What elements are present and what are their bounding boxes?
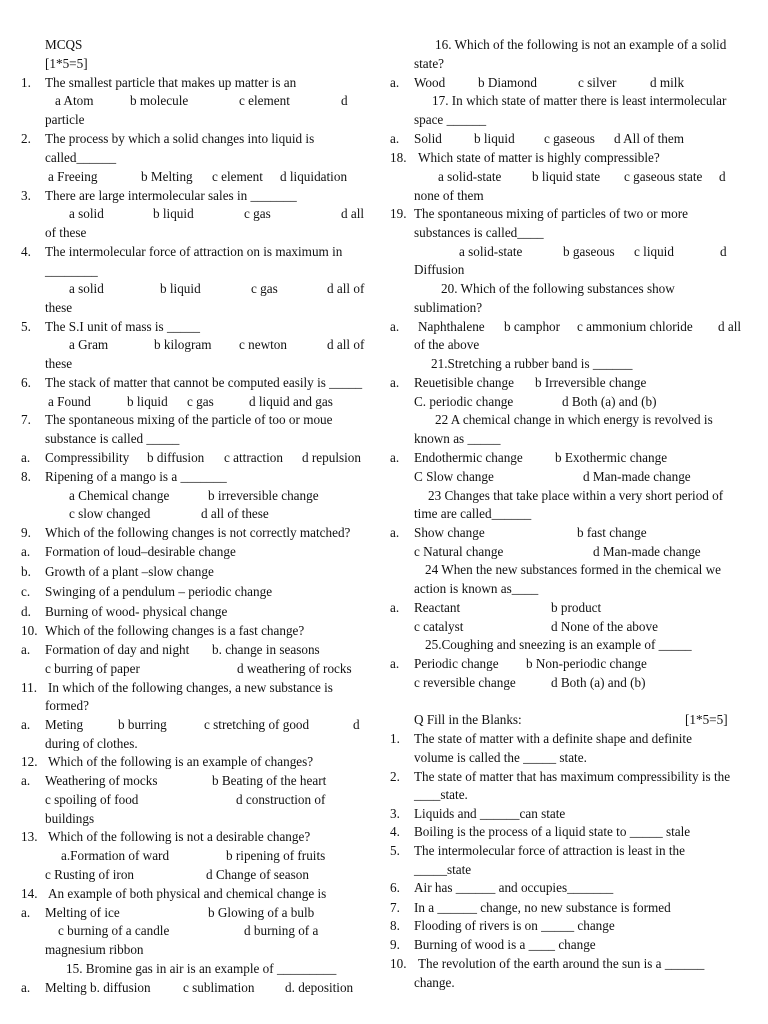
q25-option-a: Periodic change	[414, 656, 499, 671]
fill-item-text: Boiling is the process of a liquid state to _____ stale	[414, 824, 691, 839]
q7-number: 7.	[21, 412, 31, 427]
q8-number: 8.	[21, 469, 31, 484]
q12-number: 12.	[21, 754, 38, 769]
q14-option-a-label: a.	[21, 905, 31, 920]
q15-option-c: c sublimation	[183, 980, 255, 995]
fill-item-number: 6.	[390, 880, 400, 895]
q17-option-b: b liquid	[474, 131, 515, 146]
q20-option-a-label: a.	[390, 319, 400, 334]
q1-option-c: c element	[239, 93, 290, 108]
q19-text: The spontaneous mixing of particles of two or more	[414, 206, 688, 221]
q12-option-a-label: a.	[21, 773, 31, 788]
q13-option-d: d Change of season	[206, 867, 309, 882]
q15-option-a: Melting b. diffusion	[45, 980, 151, 995]
fill-blanks-marks: [1*5=5]	[685, 712, 728, 727]
q8-option-a: a Chemical change	[69, 488, 170, 503]
q5-continuation: these	[45, 356, 73, 371]
q19-option-c: c liquid	[634, 244, 674, 259]
q13-option-c: c Rusting of iron	[45, 867, 135, 882]
q3-option-a: a solid	[69, 206, 104, 221]
q10-text: Which of the following changes is a fast change?	[45, 623, 305, 638]
fill-item-text: Air has ______ and occupies_______	[414, 880, 614, 895]
q16-continuation: state?	[414, 56, 445, 71]
q24-option-d: d None of the above	[551, 619, 658, 634]
q24-option-a-label: a.	[390, 600, 400, 615]
q19-continuation-2: Diffusion	[414, 262, 465, 277]
q17-option-a-label: a.	[390, 131, 400, 146]
q2-option-a: a Freeing	[48, 169, 98, 184]
q1-number: 1.	[21, 75, 31, 90]
fill-item-number: 7.	[390, 900, 400, 915]
q9-option-b: Growth of a plant –slow change	[45, 564, 214, 579]
fill-item-text: Burning of wood is a ____ change	[414, 937, 596, 952]
q4-option-a: a solid	[69, 281, 104, 296]
q11-continuation: formed?	[45, 698, 89, 713]
q22-continuation: known as _____	[414, 431, 501, 446]
q9-option-a: Formation of loud–desirable change	[45, 544, 236, 559]
q10-option-a: Formation of day and night	[45, 642, 190, 657]
q10-option-a-label: a.	[21, 642, 31, 657]
q4-number: 4.	[21, 244, 31, 259]
fill-item-text: The intermolecular force of attraction is least in the	[414, 843, 685, 858]
q2-text: The process by which a solid changes into liquid is	[45, 131, 315, 146]
q16-option-b: b Diamond	[478, 75, 537, 90]
section-heading-mcqs: MCQS	[45, 37, 83, 52]
q3-option-d: d all	[341, 206, 365, 221]
q15-text: 15. Bromine gas in air is an example of _________	[66, 961, 337, 976]
q9-option-a-label: a.	[21, 544, 31, 559]
q20-continuation-2: of the above	[414, 337, 480, 352]
q13-text: Which of the following is not a desirable change?	[48, 829, 311, 844]
q7-option-d: d repulsion	[302, 450, 361, 465]
q14-option-d: d burning of a	[244, 923, 319, 938]
fill-item-text: The state of matter with a definite shape and definite	[414, 731, 692, 746]
q15-option-d: d. deposition	[285, 980, 354, 995]
q11-number: 11.	[21, 680, 37, 695]
fill-item-text: The revolution of the earth around the sun is a ______	[418, 956, 705, 971]
q25-option-c: c reversible change	[414, 675, 516, 690]
q23-option-c: c Natural change	[414, 544, 504, 559]
q20-option-b: b camphor	[504, 319, 561, 334]
q23-option-b: b fast change	[577, 525, 647, 540]
q16-option-c: c silver	[578, 75, 617, 90]
q12-option-d: d construction of	[236, 792, 326, 807]
fill-item-number: 10.	[390, 956, 407, 971]
q20-text: 20. Which of the following substances show	[441, 281, 675, 296]
fill-item-text: The state of matter that has maximum compressibility is the	[414, 769, 731, 784]
q13-option-a: a.Formation of ward	[61, 848, 170, 863]
q10-option-c: c burring of paper	[45, 661, 140, 676]
q2-option-c: c element	[212, 169, 263, 184]
q11-option-b: b burring	[118, 717, 167, 732]
q9-option-b-label: b.	[21, 564, 31, 579]
q3-continuation: of these	[45, 225, 87, 240]
fill-item-text: Liquids and ______can state	[414, 806, 566, 821]
q14-option-a: Melting of ice	[45, 905, 120, 920]
q10-option-d: d weathering of rocks	[237, 661, 352, 676]
q4-option-d: d all of	[327, 281, 365, 296]
q11-option-c: c stretching of good	[204, 717, 310, 732]
q22-option-d: d Man-made change	[583, 469, 691, 484]
fill-item-continuation: _____state	[414, 862, 472, 877]
q7-text: The spontaneous mixing of the particle of too or moue	[45, 412, 333, 427]
q4-option-c: c gas	[251, 281, 278, 296]
q5-number: 5.	[21, 319, 31, 334]
q25-text: 25.Coughing and sneezing is an example of _____	[425, 637, 692, 652]
q20-option-a: Naphthalene	[418, 319, 485, 334]
q1-continuation: particle	[45, 112, 85, 127]
q6-option-b: b liquid	[127, 394, 168, 409]
q6-option-c: c gas	[187, 394, 214, 409]
q5-option-d: d all of	[327, 337, 365, 352]
q7-option-b: b diffusion	[147, 450, 205, 465]
q14-option-b: b Glowing of a bulb	[208, 905, 315, 920]
q23-continuation: time are called______	[414, 506, 532, 521]
q12-option-c: c spoiling of food	[45, 792, 139, 807]
q9-number: 9.	[21, 525, 31, 540]
q18-option-b: b liquid state	[532, 169, 601, 184]
q4-continuation: ________	[45, 263, 98, 278]
q11-option-a-label: a.	[21, 717, 31, 732]
q22-option-c: C Slow change	[414, 469, 494, 484]
q8-option-d: d all of these	[201, 506, 269, 521]
q25-option-a-label: a.	[390, 656, 400, 671]
q20-continuation: sublimation?	[414, 300, 483, 315]
q12-continuation: buildings	[45, 811, 95, 826]
q17-option-c: c gaseous	[544, 131, 595, 146]
q15-option-a-label: a.	[21, 980, 31, 995]
q25-option-b: b Non-periodic change	[526, 656, 647, 671]
q19-option-a: a solid-state	[459, 244, 523, 259]
q9-text: Which of the following changes is not correctly matched?	[45, 525, 351, 540]
q22-option-a: Endothermic change	[414, 450, 523, 465]
fill-item-continuation: ____state.	[414, 787, 468, 802]
q4-text: The intermolecular force of attraction on is maximum in	[45, 244, 343, 259]
q23-option-a-label: a.	[390, 525, 400, 540]
q2-option-b: b Melting	[141, 169, 193, 184]
q1-option-b: b molecule	[130, 93, 189, 108]
q12-text: Which of the following is an example of changes?	[48, 754, 314, 769]
q16-option-a: Wood	[414, 75, 446, 90]
q6-option-d: d liquid and gas	[249, 394, 333, 409]
q13-option-b: b ripening of fruits	[226, 848, 326, 863]
q14-number: 14.	[21, 886, 38, 901]
q8-option-c: c slow changed	[69, 506, 151, 521]
q13-number: 13.	[21, 829, 38, 844]
q21-option-b: b Irreversible change	[535, 375, 647, 390]
q14-option-c: c burning of a candle	[58, 923, 170, 938]
q9-option-c: Swinging of a pendulum – periodic change	[45, 584, 273, 599]
q24-option-b: b product	[551, 600, 602, 615]
q24-text: 24 When the new substances formed in the chemical we	[425, 562, 722, 577]
q14-continuation: magnesium ribbon	[45, 942, 144, 957]
q21-option-a: Reuetisible change	[414, 375, 514, 390]
q16-text: 16. Which of the following is not an example of a solid	[435, 37, 727, 52]
q4-option-b: b liquid	[160, 281, 201, 296]
q5-option-c: c newton	[239, 337, 287, 352]
fill-item-text: Flooding of rivers is on _____ change	[414, 918, 615, 933]
q21-option-a-label: a.	[390, 375, 400, 390]
q21-option-c: C. periodic change	[414, 394, 514, 409]
q1-text: The smallest particle that makes up matter is an	[45, 75, 297, 90]
q17-option-d: d All of them	[614, 131, 684, 146]
q5-option-a: a Gram	[69, 337, 109, 352]
fill-item-number: 8.	[390, 918, 400, 933]
q20-option-c: c ammonium chloride	[577, 319, 693, 334]
q7-continuation: substance is called _____	[45, 431, 180, 446]
q5-option-b: b kilogram	[154, 337, 212, 352]
q3-option-c: c gas	[244, 206, 271, 221]
q25-option-d: d Both (a) and (b)	[551, 675, 646, 690]
q1-option-a: a Atom	[55, 93, 94, 108]
q22-text: 22 A chemical change in which energy is revolved is	[435, 412, 713, 427]
q21-text: 21.Stretching a rubber band is ______	[431, 356, 633, 371]
q6-text: The stack of matter that cannot be computed easily is _____	[45, 375, 363, 390]
q22-option-a-label: a.	[390, 450, 400, 465]
q11-text: In which of the following changes, a new substance is	[48, 680, 333, 695]
q6-option-a: a Found	[48, 394, 91, 409]
q19-number: 19.	[390, 206, 407, 221]
q10-option-b: b. change in seasons	[212, 642, 320, 657]
q24-option-c: c catalyst	[414, 619, 464, 634]
q19-option-d: d	[720, 244, 727, 259]
q16-option-a-label: a.	[390, 75, 400, 90]
q16-option-d: d milk	[650, 75, 685, 90]
fill-item-number: 2.	[390, 769, 400, 784]
q2-option-d: d liquidation	[280, 169, 348, 184]
q19-continuation: substances is called____	[414, 225, 544, 240]
q3-text: There are large intermolecular sales in _______	[45, 188, 297, 203]
q6-number: 6.	[21, 375, 31, 390]
q11-continuation-2: during of clothes.	[45, 736, 138, 751]
q18-option-a: a solid-state	[438, 169, 502, 184]
q12-option-b: b Beating of the heart	[212, 773, 327, 788]
q8-text: Ripening of a mango is a _______	[45, 469, 227, 484]
q9-option-d-label: d.	[21, 604, 31, 619]
q24-continuation: action is known as____	[414, 581, 539, 596]
q17-continuation: space ______	[414, 112, 487, 127]
q18-text: Which state of matter is highly compressible?	[418, 150, 660, 165]
q7-option-label: a.	[21, 450, 31, 465]
q9-option-c-label: c.	[21, 584, 31, 599]
q7-option-c: c attraction	[224, 450, 283, 465]
q18-number: 18.	[390, 150, 407, 165]
q21-option-d: d Both (a) and (b)	[562, 394, 657, 409]
marks-label: [1*5=5]	[45, 56, 88, 71]
q2-continuation: called______	[45, 150, 117, 165]
fill-item-number: 1.	[390, 731, 400, 746]
fill-blanks-heading: Q Fill in the Blanks:	[414, 712, 522, 727]
q12-option-a: Weathering of mocks	[45, 773, 158, 788]
q7-option-a: Compressibility	[45, 450, 130, 465]
q23-option-a: Show change	[414, 525, 485, 540]
q3-number: 3.	[21, 188, 31, 203]
q4-continuation-2: these	[45, 300, 73, 315]
q18-option-c: c gaseous state	[624, 169, 703, 184]
fill-item-number: 3.	[390, 806, 400, 821]
q14-text: An example of both physical and chemical change is	[48, 886, 327, 901]
q5-text: The S.I unit of mass is _____	[45, 319, 200, 334]
fill-item-text: In a ______ change, no new substance is formed	[414, 900, 671, 915]
q20-option-d: d all	[718, 319, 742, 334]
q17-option-a: Solid	[414, 131, 442, 146]
fill-item-number: 4.	[390, 824, 400, 839]
q19-option-b: b gaseous	[563, 244, 615, 259]
q11-option-d: d	[353, 717, 360, 732]
q24-option-a: Reactant	[414, 600, 461, 615]
fill-item-number: 5.	[390, 843, 400, 858]
q18-continuation: none of them	[414, 188, 484, 203]
q22-option-b: b Exothermic change	[555, 450, 668, 465]
q23-text: 23 Changes that take place within a very short period of	[428, 488, 724, 503]
q8-option-b: b irreversible change	[208, 488, 319, 503]
q9-option-d: Burning of wood- physical change	[45, 604, 228, 619]
q17-text: 17. In which state of matter there is least intermolecular	[432, 93, 727, 108]
q3-option-b: b liquid	[153, 206, 194, 221]
q10-number: 10.	[21, 623, 38, 638]
fill-item-continuation: volume is called the _____ state.	[414, 750, 587, 765]
q2-number: 2.	[21, 131, 31, 146]
q23-option-d: d Man-made change	[593, 544, 701, 559]
fill-item-continuation: change.	[414, 975, 455, 990]
q11-option-a: Meting	[45, 717, 84, 732]
q18-option-d: d	[719, 169, 726, 184]
q1-option-d: d	[341, 93, 348, 108]
fill-item-number: 9.	[390, 937, 400, 952]
